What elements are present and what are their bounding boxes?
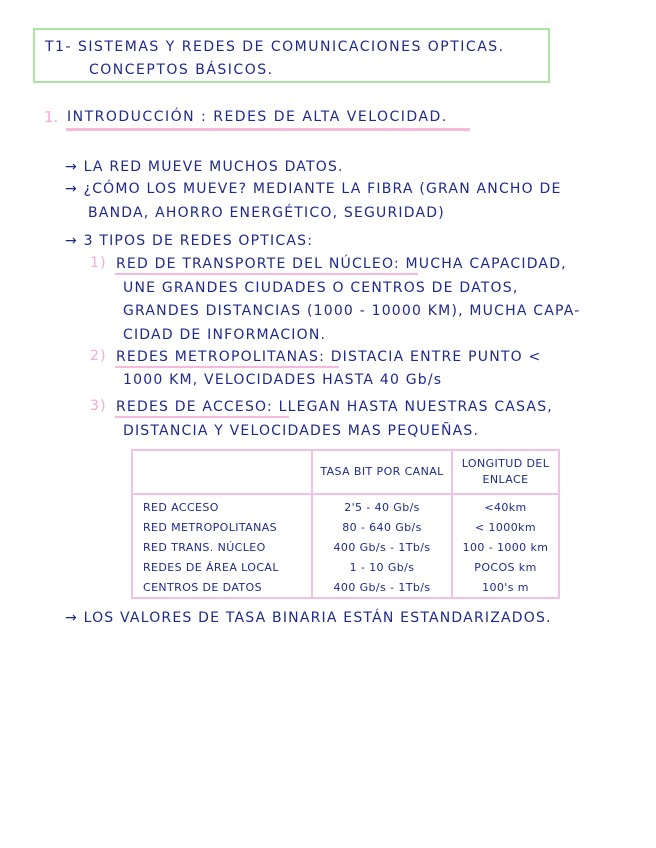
table-cell-length: 100's m [452, 577, 559, 598]
bitrate-table [131, 449, 560, 599]
type-1-line-3: GRANDES DISTANCIAS (1000 - 10000 KM), MUCHA CAPA- [123, 303, 581, 319]
table-cell-bitrate: 1 - 10 Gb/s [312, 557, 452, 577]
bullet-1: → LA RED MUEVE MUCHOS DATOS. [65, 159, 344, 175]
type-1-underline [115, 273, 418, 275]
final-bullet: → LOS VALORES DE TASA BINARIA ESTÁN ESTANDARIZADOS. [65, 610, 552, 626]
type-3-rest: LLEGAN HASTA NUESTRAS CASAS, [272, 399, 553, 415]
type-3-underline [115, 416, 289, 418]
table-cell-bitrate: 400 Gb/s - 1Tb/s [312, 537, 452, 557]
type-1-line-2: UNE GRANDES CIUDADES O CENTROS DE DATOS, [123, 280, 519, 296]
type-1-rest: : MUCHA CAPACIDAD, [393, 256, 567, 272]
type-3-number: 3) [90, 398, 107, 414]
document-title: T1- SISTEMAS Y REDES DE COMUNICACIONES OPTICAS. [45, 39, 505, 55]
type-3-first-line [116, 399, 553, 415]
type-3-heading: REDES DE ACCESO: [116, 399, 273, 415]
section-title-underline [66, 128, 470, 131]
table-cell-length: POCOS km [452, 557, 559, 577]
type-2-underline [115, 366, 339, 368]
type-2-rest: DISTACIA ENTRE PUNTO < [325, 349, 542, 365]
section-title: INTRODUCCIÓN : REDES DE ALTA VELOCIDAD. [67, 109, 448, 125]
table-header-length: LONGITUD DEL ENLACE [452, 450, 559, 494]
bullet-3: → 3 TIPOS DE REDES OPTICAS: [65, 233, 314, 249]
type-2-first-line [116, 349, 541, 365]
table-cell-bitrate: 400 Gb/s - 1Tb/s [312, 577, 452, 598]
section-number: 1. [44, 108, 59, 126]
table-header-row [132, 450, 559, 494]
table-row [132, 537, 559, 557]
table-header-bitrate: TASA BIT POR CANAL [312, 450, 452, 494]
table-cell-network: RED TRANS. NÚCLEO [143, 540, 266, 554]
table-cell-network: RED METROPOLITANAS [143, 520, 278, 534]
table-cell-length: 100 - 1000 km [452, 537, 559, 557]
type-1-heading: RED DE TRANSPORTE DEL NÚCLEO [116, 256, 394, 272]
table-row [132, 517, 559, 537]
bullet-2-line-1: → ¿CÓMO LOS MUEVE? MEDIANTE LA FIBRA (GRAN ANCHO DE [65, 181, 562, 197]
table-cell-network: RED ACCESO [143, 500, 219, 514]
type-1-first-line [116, 256, 567, 272]
table-cell-length: <40km [452, 494, 559, 517]
type-2-heading: REDES METROPOLITANAS: [116, 349, 326, 365]
table-row [132, 577, 559, 598]
table-row [132, 557, 559, 577]
table-cell-network: CENTROS DE DATOS [143, 580, 262, 594]
table-cell-network: REDES DE ÁREA LOCAL [143, 560, 279, 574]
table-cell-bitrate: 2'5 - 40 Gb/s [312, 494, 452, 517]
type-1-number: 1) [90, 255, 107, 271]
type-2-number: 2) [90, 348, 107, 364]
table-header-empty [132, 450, 312, 494]
bullet-2-line-2: BANDA, AHORRO ENERGÉTICO, SEGURIDAD) [88, 205, 445, 221]
type-3-line-2: DISTANCIA Y VELOCIDADES MAS PEQUEÑAS. [123, 423, 480, 439]
type-1-line-4: CIDAD DE INFORMACION. [123, 327, 327, 343]
table-cell-bitrate: 80 - 640 Gb/s [312, 517, 452, 537]
document-subtitle: CONCEPTOS BÁSICOS. [89, 62, 274, 78]
table-row [132, 494, 559, 517]
title-box [33, 28, 550, 83]
table-cell-length: < 1000km [452, 517, 559, 537]
type-2-line-2: 1000 KM, VELOCIDADES HASTA 40 Gb/s [123, 372, 443, 388]
